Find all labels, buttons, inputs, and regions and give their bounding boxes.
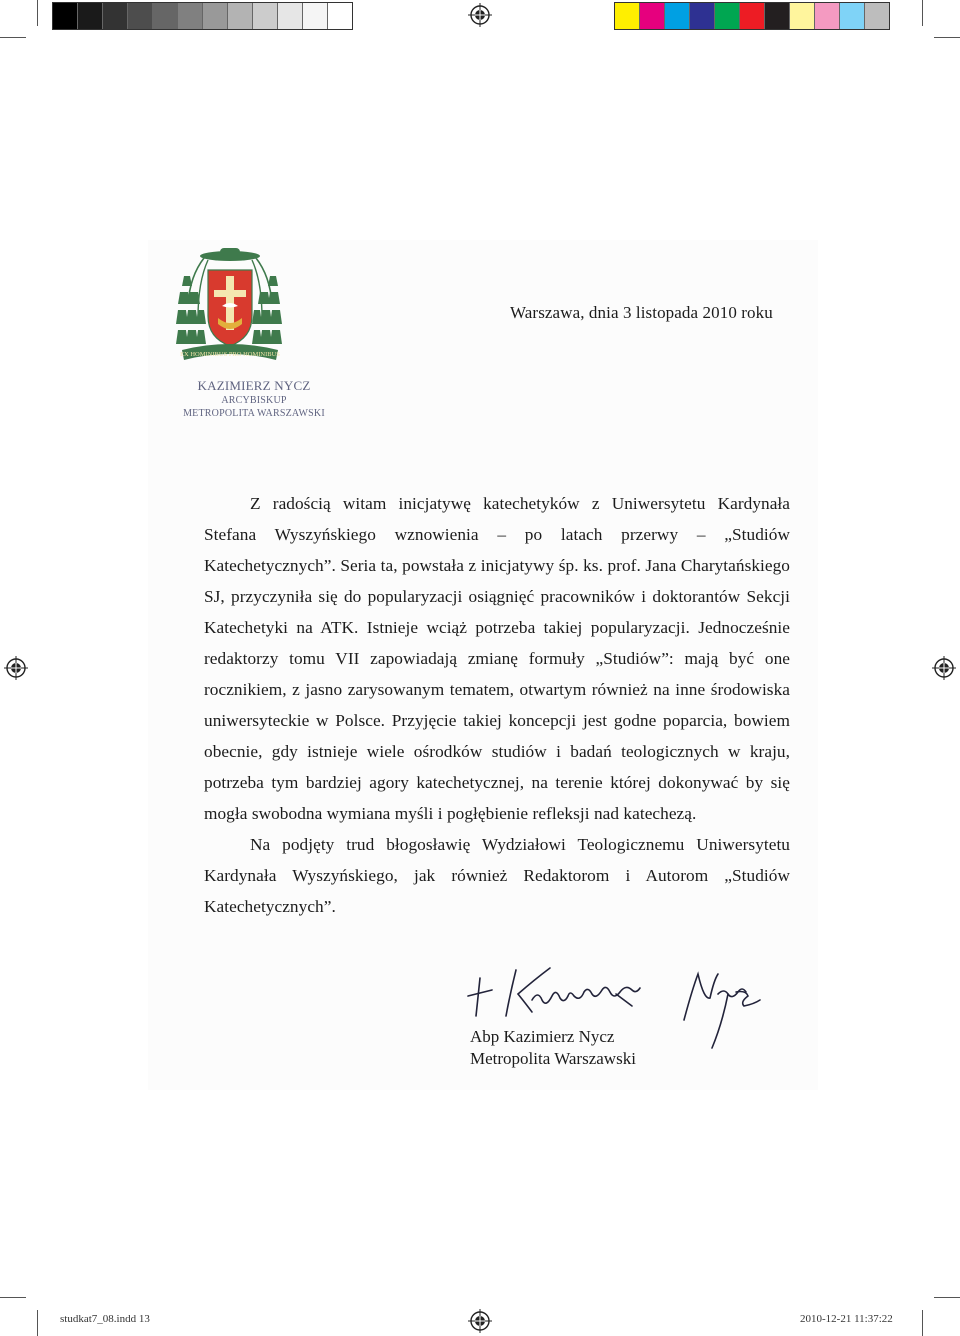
svg-text:EX HOMINIBUS PRO HOMINIBUS: EX HOMINIBUS PRO HOMINIBUS [180,351,280,358]
color-swatch [103,3,128,29]
registration-mark-icon [4,656,28,680]
crop-mark [934,37,960,38]
grayscale-color-bar [52,2,353,30]
color-swatch [78,3,103,29]
slug-timestamp: 2010-12-21 11:37:22 [800,1313,893,1325]
color-swatch [278,3,303,29]
signature-block [470,1026,636,1070]
coat-of-arms-icon [176,246,284,364]
color-swatch [153,3,178,29]
color-swatch [53,3,78,29]
registration-mark-icon [468,3,492,27]
color-swatch [640,3,665,29]
crop-mark [922,0,923,26]
paragraph: Z radością witam inicjatywę katechetyków z Uniwersytetu Kardynała Stefana Wyszyńskiego wznowienia – po latach przerwy – „Studiów Katechetycznych”. Seria ta, powstała z inicjatywy śp. ks. prof. Jana Charytańskiego SJ, przyczyniła się do popularyzacji osiągnięć pracowników i doktorantów Sekcji Katechetyki na ATK. Istnieje wciąż potrzeba takiej popularyzacji. Jednocześnie redaktorzy tomu VII zapowiadają zmianę formuły „Studiów”: mają być one rocznikiem, z jasno zarysowanym tematem, otwartym również na inne środowiska uniwersyteckie w Polsce. Przyjęcie takiej koncepcji jest godne poparcia, bowiem obecnie, gdy istnieje wiele ośrodków studiów i badań teologicznych w kraju, potrzeba tym bardziej agory katechetycznej, na terenie której dokonywać by się mogła swobodna wymiana myśli i pogłębienie refleksji nad katechezą. [204,494,790,823]
color-swatch [790,3,815,29]
crop-mark [934,1297,960,1298]
color-swatch [128,3,153,29]
color-swatch [765,3,790,29]
crop-mark [0,37,26,38]
signature-title: Metropolita Warszawski [470,1049,636,1068]
color-swatch [303,3,328,29]
color-swatch [178,3,203,29]
color-swatch [815,3,840,29]
color-swatch [865,3,889,29]
color-swatch [615,3,640,29]
sender-block [164,378,344,420]
color-swatch [203,3,228,29]
signature-name: Abp Kazimierz Nycz [470,1027,615,1046]
crop-mark [922,1310,923,1336]
crop-mark [37,1310,38,1336]
color-swatch [690,3,715,29]
slug-file-name: studkat7_08.indd 13 [60,1313,150,1325]
color-swatch [840,3,865,29]
crop-mark [37,0,38,26]
sender-office: METROPOLITA WARSZAWSKI [183,408,325,419]
sender-name: KAZIMIERZ NYCZ [197,378,311,393]
color-swatch [665,3,690,29]
color-swatch [253,3,278,29]
color-swatch [328,3,352,29]
registration-mark-icon [932,656,956,680]
letter-body [204,488,790,922]
color-swatch [228,3,253,29]
process-color-bar [614,2,890,30]
crop-mark [0,1297,26,1298]
color-swatch [740,3,765,29]
registration-mark-icon [468,1309,492,1333]
date-line: Warszawa, dnia 3 listopada 2010 roku [510,303,773,322]
paragraph: Na podjęty trud błogosławię Wydziałowi Teologicznemu Uniwersytetu Kardynała Wyszyńskiego, jak również Redaktorom i Autorom „Studiów Katechetycznych”. [204,835,790,916]
sender-title: ARCYBISKUP [221,395,287,406]
color-swatch [715,3,740,29]
